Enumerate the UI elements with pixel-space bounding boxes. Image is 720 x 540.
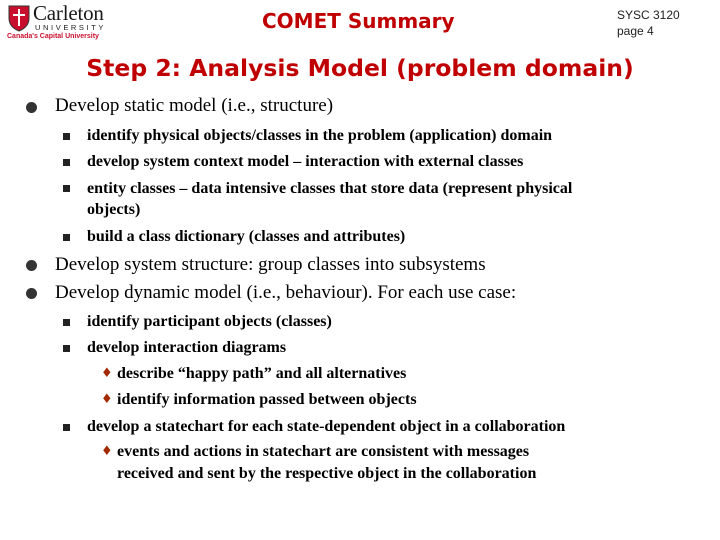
bullet-icon [26,260,37,271]
square-bullet-icon [63,185,70,192]
bullet-static-model: Develop static model (i.e., structure) [55,95,334,116]
sub-sub-bullet-events-actions-cont: received and sent by the respective object in the collaboration [117,465,537,482]
sub-sub-bullet-information-passed: identify information passed between objects [117,391,417,408]
diamond-bullet-icon: ♦ [101,444,113,459]
logo-name: Carleton [33,1,104,25]
sub-bullet-identify-objects: identify physical objects/classes in the problem (application) domain [87,127,553,144]
logo-sub: UNIVERSITY [35,23,107,32]
square-bullet-icon [63,345,70,352]
slide-title: Step 2: Analysis Model (problem domain) [86,54,634,82]
square-bullet-icon [63,319,70,326]
bullet-system-structure: Develop system structure: group classes into subsystems [55,254,486,275]
crest-icon [7,4,31,32]
diamond-bullet-icon: ♦ [101,392,113,407]
carleton-logo [4,2,109,42]
square-bullet-icon [63,234,70,241]
square-bullet-icon [63,133,70,140]
sub-bullet-entity-classes-cont: objects) [87,201,141,218]
sub-bullet-class-dictionary: build a class dictionary (classes and attributes) [87,228,406,245]
square-bullet-icon [63,424,70,431]
course-code: SYSC 3120 [617,8,680,22]
bullet-icon [26,102,37,113]
sub-bullet-participant-objects: identify participant objects (classes) [87,313,332,330]
sub-bullet-entity-classes: entity classes – data intensive classes that store data (represent physical [87,180,573,197]
sub-bullet-interaction-diagrams: develop interaction diagrams [87,339,287,356]
page-number: page 4 [617,24,654,38]
sub-sub-bullet-happy-path: describe “happy path” and all alternatives [117,365,407,382]
diamond-bullet-icon: ♦ [101,366,113,381]
sub-bullet-statechart: develop a statechart for each state-dependent object in a collaboration [87,418,566,435]
sub-sub-bullet-events-actions: events and actions in statechart are consistent with messages [117,443,530,460]
bullet-dynamic-model: Develop dynamic model (i.e., behaviour). For each use case: [55,282,517,303]
bullet-icon [26,288,37,299]
sub-bullet-context-model: develop system context model – interaction with external classes [87,153,524,170]
header-title: COMET Summary [262,9,455,33]
square-bullet-icon [63,159,70,166]
logo-tagline: Canada's Capital University [7,33,99,40]
